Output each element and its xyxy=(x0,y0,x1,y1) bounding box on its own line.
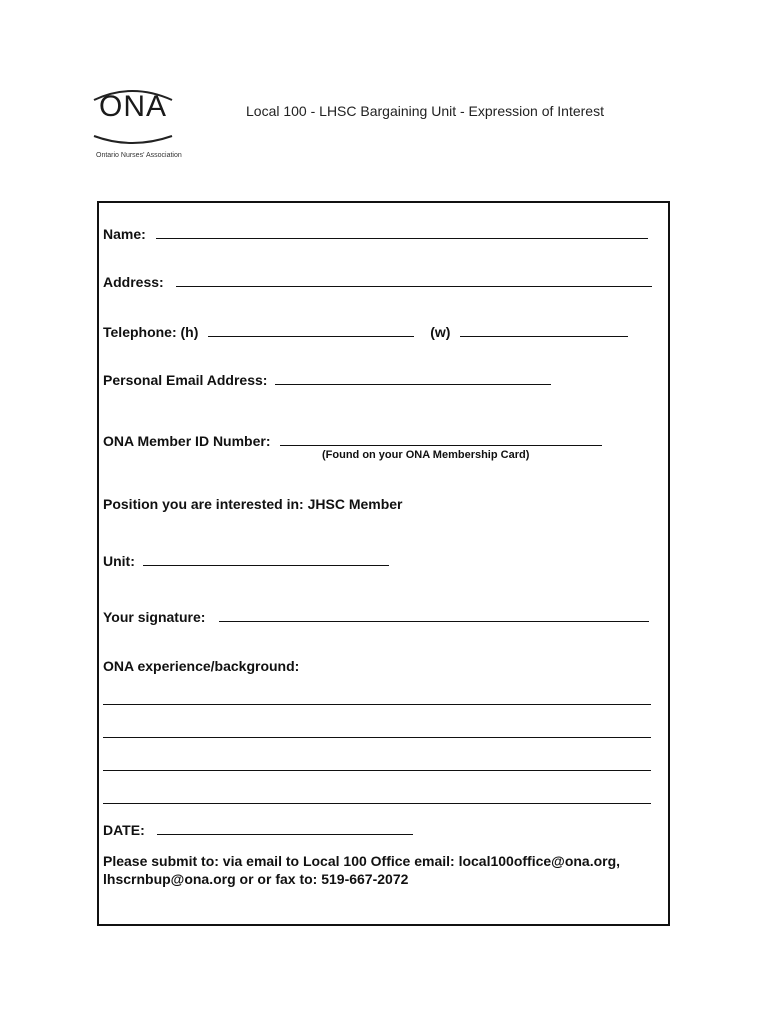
member-id-row xyxy=(103,433,602,449)
email-row xyxy=(103,372,551,388)
email-label: Personal Email Address: xyxy=(103,372,268,388)
submit-instructions xyxy=(103,852,663,888)
telephone-work-label: (w) xyxy=(430,324,451,340)
unit-field[interactable] xyxy=(143,553,389,566)
email-field[interactable] xyxy=(275,372,551,385)
experience-line-3[interactable] xyxy=(103,770,651,771)
member-id-note: (Found on your ONA Membership Card) xyxy=(322,449,530,461)
telephone-work-field[interactable] xyxy=(460,324,628,337)
document-title: Local 100 - LHSC Bargaining Unit - Expression of Interest xyxy=(246,103,604,119)
signature-row xyxy=(103,609,649,625)
address-label: Address: xyxy=(103,274,164,290)
name-field[interactable] xyxy=(156,226,648,239)
date-label: DATE: xyxy=(103,822,145,838)
logo-text: ONA xyxy=(98,90,167,123)
date-field[interactable] xyxy=(157,822,413,835)
submit-line-2: lhscrnbup@ona.org or or fax to: 519-667-2072 xyxy=(103,871,409,887)
member-id-label: ONA Member ID Number: xyxy=(103,433,271,449)
experience-line-2[interactable] xyxy=(103,737,651,738)
unit-label: Unit: xyxy=(103,553,135,569)
position-label: Position you are interested in: JHSC Member xyxy=(103,496,403,512)
member-id-field[interactable] xyxy=(280,433,602,446)
experience-line-4[interactable] xyxy=(103,803,651,804)
signature-label: Your signature: xyxy=(103,609,206,625)
address-field[interactable] xyxy=(176,274,652,287)
name-label: Name: xyxy=(103,226,146,242)
unit-row xyxy=(103,553,389,569)
experience-line-1[interactable] xyxy=(103,704,651,705)
telephone-home-label: Telephone: (h) xyxy=(103,324,199,340)
date-row xyxy=(103,822,413,838)
telephone-home-field[interactable] xyxy=(208,324,414,337)
ona-logo xyxy=(88,86,180,166)
experience-label: ONA experience/background: xyxy=(103,658,300,674)
address-row xyxy=(103,274,652,290)
logo-subtext: Ontario Nurses' Association xyxy=(96,152,182,159)
signature-field[interactable] xyxy=(219,609,649,622)
name-row xyxy=(103,226,648,242)
submit-line-1: Please submit to: via email to Local 100 Office email: local100office@ona.org, xyxy=(103,853,621,869)
telephone-row xyxy=(103,324,628,340)
